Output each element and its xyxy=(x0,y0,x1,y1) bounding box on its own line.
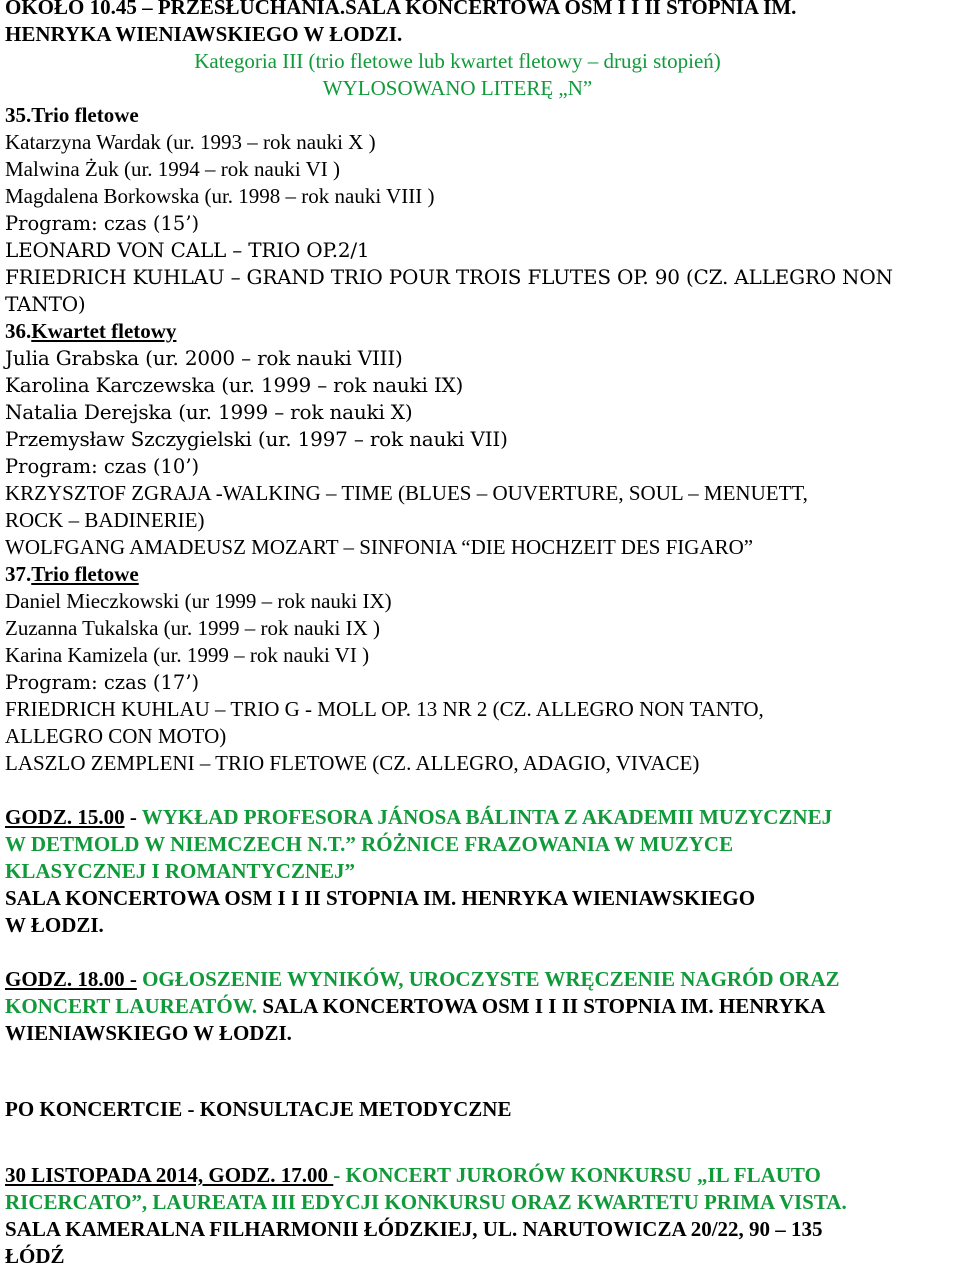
ensemble-36-program: Program: czas (10’) xyxy=(5,455,200,478)
lecture-line-1 xyxy=(5,804,960,831)
spacer xyxy=(5,1123,960,1150)
lecture-separator: - xyxy=(124,805,142,829)
ensemble-37-program: Program: czas (17’) xyxy=(5,671,200,694)
ensemble-37-piece: LASZLO ZEMPLENI – TRIO FLETOWE (CZ. ALLEGRO, ADAGIO, VIVACE) xyxy=(5,751,700,775)
category-heading: Kategoria III (trio fletowe lub kwartet fletowy – drugi stopień) xyxy=(194,49,721,73)
results-time: GODZ. 18.00 - xyxy=(5,967,137,991)
spacer xyxy=(5,1150,960,1162)
jury-title: - KONCERT JURORÓW KONKURSU „IL FLAUTO xyxy=(333,1163,821,1187)
spacer xyxy=(5,939,960,966)
jury-venue-2: ŁÓDŹ xyxy=(5,1244,65,1268)
ensemble-35-piece: TANTO) xyxy=(5,292,86,316)
results-line-2 xyxy=(5,993,960,1020)
ensemble-35-member: Malwina Żuk (ur. 1994 – rok nauki VI ) xyxy=(5,157,340,181)
lecture-line-2: W DETMOLD W NIEMCZECH N.T.” RÓŻNICE FRAZOWANIA W MUZYCE xyxy=(5,832,734,856)
drawn-letter: WYLOSOWANO LITERĘ „N” xyxy=(322,76,593,100)
ensemble-37-member: Zuzanna Tukalska (ur. 1999 – rok nauki IX ) xyxy=(5,616,381,640)
jury-date: 30 LISTOPADA 2014, GODZ. 17.00 xyxy=(5,1163,334,1187)
jury-line-1 xyxy=(5,1162,960,1189)
ensemble-36-piece: WOLFGANG AMADEUSZ MOZART – SINFONIA “DIE HOCHZEIT DES FIGARO” xyxy=(5,535,754,559)
ensemble-35-member: Magdalena Borkowska (ur. 1998 – rok nauki VIII ) xyxy=(5,184,435,208)
results-line-1 xyxy=(5,966,960,993)
ensemble-36-member: Julia Grabska (ur. 2000 – rok nauki VIII) xyxy=(5,346,403,370)
lecture-venue-2: W ŁODZI. xyxy=(5,913,104,937)
lecture-line-3: KLASYCZNEJ I ROMANTYCZNEJ” xyxy=(5,859,356,883)
results-line-3: WIENIAWSKIEGO W ŁODZI. xyxy=(5,1021,292,1045)
ensemble-36-piece: KRZYSZTOF ZGRAJA -WALKING – TIME (BLUES – OUVERTURE, SOUL – MENUETT, xyxy=(5,481,808,505)
spacer xyxy=(5,777,960,804)
lecture-time: GODZ. 15.00 xyxy=(5,805,125,829)
ensemble-36-heading xyxy=(5,318,960,345)
ensemble-36-title: Kwartet fletowy xyxy=(31,319,177,343)
ensemble-36-number: 36. xyxy=(5,319,32,343)
spacer xyxy=(5,1047,960,1074)
consultations: PO KONCERTCIE - KONSULTACJE METODYCZNE xyxy=(5,1097,512,1121)
ensemble-37-title: Trio fletowe xyxy=(31,562,139,586)
ensemble-37-number: 37. xyxy=(5,562,32,586)
ensemble-37-member: Karina Kamizela (ur. 1999 – rok nauki VI ) xyxy=(5,643,370,667)
ensemble-36-piece: ROCK – BADINERIE) xyxy=(5,508,205,532)
ensemble-37-piece: FRIEDRICH KUHLAU – TRIO G - MOLL OP. 13 NR 2 (CZ. ALLEGRO NON TANTO, xyxy=(5,697,764,721)
ensemble-35-title: 35.Trio fletowe xyxy=(5,103,139,127)
spacer xyxy=(5,1074,960,1096)
results-concert: KONCERT LAUREATÓW. xyxy=(5,994,258,1018)
lecture-venue-1: SALA KONCERTOWA OSM I I II STOPNIA IM. HENRYKA WIENIAWSKIEGO xyxy=(5,886,756,910)
jury-venue-1: SALA KAMERALNA FILHARMONII ŁÓDZKIEJ, UL. NARUTOWICZA 20/22, 90 – 135 xyxy=(5,1217,823,1241)
ensemble-37-piece: ALLEGRO CON MOTO) xyxy=(5,724,227,748)
ensemble-35-piece: LEONARD VON CALL – TRIO OP.2/1 xyxy=(5,238,370,262)
ensemble-35-program: Program: czas (15’) xyxy=(5,212,200,235)
ensemble-36-member: Przemysław Szczygielski (ur. 1997 – rok nauki VII) xyxy=(5,427,508,451)
ensemble-35-piece: FRIEDRICH KUHLAU – GRAND TRIO POUR TROIS FLUTES OP. 90 (CZ. ALLEGRO NON xyxy=(5,265,893,289)
results-venue: SALA KONCERTOWA OSM I I II STOPNIA IM. HENRYKA xyxy=(257,994,826,1018)
ensemble-36-member: Natalia Derejska (ur. 1999 – rok nauki X) xyxy=(5,400,413,424)
ensemble-37-member: Daniel Mieczkowski (ur 1999 – rok nauki IX) xyxy=(5,589,392,613)
ensemble-37-heading xyxy=(5,561,960,588)
header-line-2: HENRYKA WIENIAWSKIEGO W ŁODZI. xyxy=(5,22,403,46)
lecture-title: WYKŁAD PROFESORA JÁNOSA BÁLINTA Z AKADEMII MUZYCZNEJ xyxy=(141,805,833,829)
ensemble-36-member: Karolina Karczewska (ur. 1999 – rok nauki IX) xyxy=(5,373,464,397)
ensemble-35-member: Katarzyna Wardak (ur. 1993 – rok nauki X ) xyxy=(5,130,376,154)
jury-line-2: RICERCATO”, LAUREATA III EDYCJI KONKURSU ORAZ KWARTETU PRIMA VISTA. xyxy=(5,1190,847,1214)
header-line-1: OKOŁO 10.45 – PRZESŁUCHANIA.SALA KONCERTOWA OSM I I II STOPNIA IM. xyxy=(5,0,797,19)
results-title: OGŁOSZENIE WYNIKÓW, UROCZYSTE WRĘCZENIE NAGRÓD ORAZ xyxy=(136,967,840,991)
